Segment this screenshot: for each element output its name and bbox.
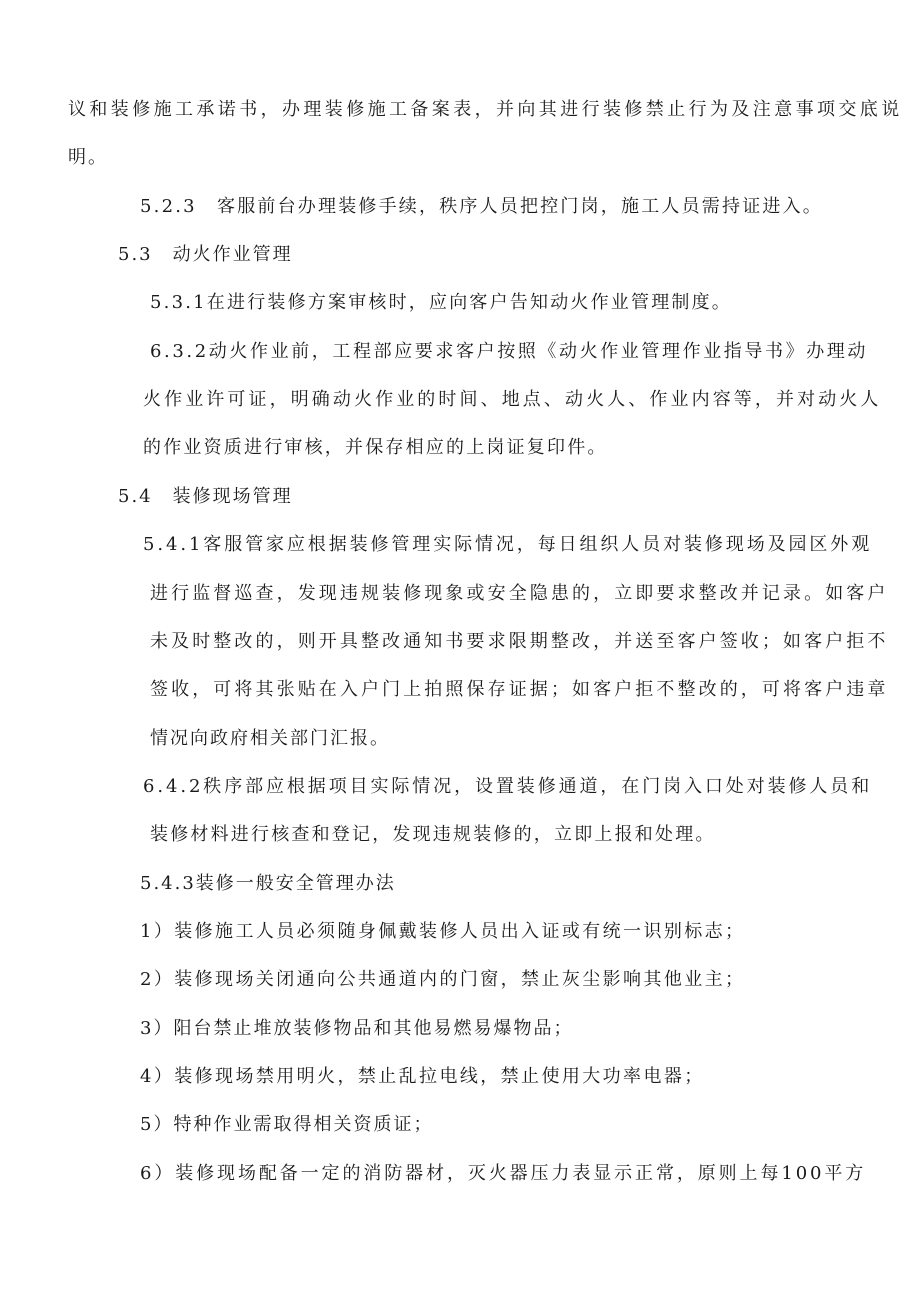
section-6-3-2: 6.3.2动火作业前，工程部应要求客户按照《动火作业管理作业指导书》办理动	[150, 341, 868, 362]
text-line: 议和装修施工承诺书，办理装修施工备案表，并向其进行装修禁止行为及注意事项交底说	[68, 99, 903, 120]
list-item-3: 3）阳台禁止堆放装修物品和其他易燃易爆物品；	[140, 1018, 574, 1039]
text-line: 情况向政府相关部门汇报。	[150, 728, 390, 749]
heading-5-4: 5.4 装修现场管理	[118, 486, 293, 507]
section-5-3-1: 5.3.1在进行装修方案审核时，应向客户告知动火作业管理制度。	[150, 292, 732, 313]
section-5-2-3: 5.2.3 客服前台办理装修手续，秩序人员把控门岗，施工人员需持证进入。	[140, 196, 823, 217]
text-line: 装修材料进行核查和登记，发现违规装修的，立即上报和处理。	[150, 824, 716, 845]
text-line: 进行监督巡查，发现违规装修现象或安全隐患的，立即要求整改并记录。如客户	[150, 583, 889, 604]
section-5-4-3: 5.4.3装修一般安全管理办法	[140, 873, 396, 894]
list-item-1: 1）装修施工人员必须随身佩戴装修人员出入证或有统一识别标志；	[140, 921, 746, 942]
list-item-6: 6）装修现场配备一定的消防器材，灭火器压力表显示正常，原则上每100平方	[140, 1163, 867, 1184]
text-line: 签收，可将其张贴在入户门上拍照保存证据；如客户拒不整改的，可将客户违章	[150, 679, 889, 700]
text-line: 的作业资质进行审核，并保存相应的上岗证复印件。	[143, 437, 608, 458]
heading-5-3: 5.3 动火作业管理	[118, 244, 293, 265]
text-line: 未及时整改的，则开具整改通知书要求限期整改，并送至客户签收；如客户拒不	[150, 631, 889, 652]
list-item-5: 5）特种作业需取得相关资质证；	[140, 1114, 434, 1135]
list-item-2: 2）装修现场关闭通向公共通道内的门窗，禁止灰尘影响其他业主；	[140, 969, 746, 990]
section-6-4-2: 6.4.2秩序部应根据项目实际情况，设置装修通道，在门岗入口处对装修人员和	[143, 776, 873, 797]
list-item-4: 4）装修现场禁用明火，禁止乱拉电线，禁止使用大功率电器；	[140, 1066, 705, 1087]
text-line: 火作业许可证，明确动火作业的时间、地点、动火人、作业内容等，并对动火人	[143, 389, 882, 410]
text-line: 明。	[68, 147, 108, 168]
section-5-4-1: 5.4.1客服管家应根据装修管理实际情况，每日组织人员对装修现场及园区外观	[143, 534, 873, 555]
